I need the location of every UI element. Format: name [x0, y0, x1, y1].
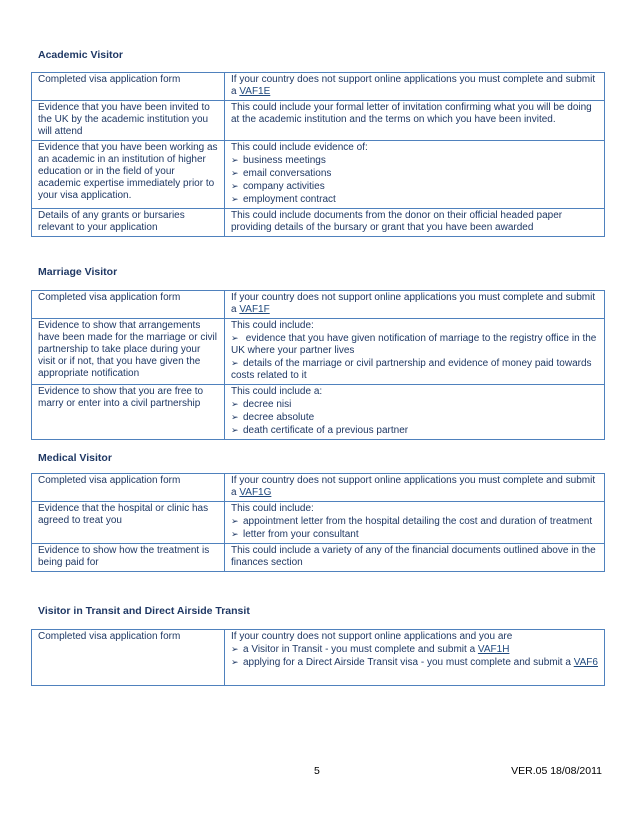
transit-visitor-table [31, 629, 605, 686]
table-row [32, 544, 605, 572]
details-text: If your country does not support online applications you must complete and submit a [231, 292, 596, 315]
arrow-bullet-icon: ➢ [231, 358, 239, 368]
details-intro: This could include a: [231, 386, 323, 397]
table-row [32, 209, 605, 237]
details-cell [225, 630, 605, 686]
details-intro: If your country does not support online applications and you are [231, 631, 513, 642]
details-cell [225, 141, 605, 209]
arrow-bullet-icon: ➢ [231, 412, 239, 422]
requirement-cell: Completed visa application form [32, 291, 225, 319]
list-item: ➢ decree nisi [231, 399, 292, 410]
vaf1f-link[interactable]: VAF1F [239, 304, 270, 315]
details-cell [225, 291, 605, 319]
table-row [32, 291, 605, 319]
list-item: ➢ company activities [231, 181, 325, 192]
requirement-cell: Details of any grants or bursaries relevant to your application [32, 209, 225, 237]
details-cell [225, 474, 605, 502]
details-cell [225, 502, 605, 544]
vaf1g-link[interactable]: VAF1G [239, 487, 272, 498]
list-item: ➢ letter from your consultant [231, 529, 359, 540]
details-cell: This could include a variety of any of the financial documents outlined above in the finances section [225, 544, 605, 572]
vaf1e-link[interactable]: VAF1E [239, 86, 271, 97]
list-item: ➢ email conversations [231, 168, 332, 179]
academic-visitor-table [31, 72, 605, 237]
list-item: ➢ details of the marriage or civil partnership and evidence of money paid towards costs related to it [231, 358, 592, 381]
arrow-bullet-icon: ➢ [231, 516, 239, 526]
table-row [32, 141, 605, 209]
table-row [32, 319, 605, 385]
requirement-cell: Evidence that you have been working as an academic in an institution of higher education or in the field of your academic expertise immediately prior to your visa application. [32, 141, 225, 209]
academic-visitor-heading: Academic Visitor [38, 49, 124, 61]
list-item: ➢ evidence that you have given notification of marriage to the registry office in the UK where your partner lives [231, 333, 597, 356]
arrow-bullet-icon: ➢ [231, 181, 239, 191]
requirement-cell: Completed visa application form [32, 630, 225, 686]
table-row [32, 630, 605, 686]
details-cell: This could include documents from the donor on their official headed paper providing details of the bursary or grant that you have been awarded [225, 209, 605, 237]
details-text: If your country does not support online applications you must complete and submit a [231, 475, 596, 498]
list-item: ➢ business meetings [231, 155, 326, 166]
details-intro: This could include evidence of: [231, 142, 368, 153]
table-row [32, 73, 605, 101]
arrow-bullet-icon: ➢ [231, 399, 239, 409]
requirement-cell: Completed visa application form [32, 474, 225, 502]
arrow-bullet-icon: ➢ [231, 155, 239, 165]
arrow-bullet-icon: ➢ [231, 168, 239, 178]
list-item: ➢ employment contract [231, 194, 336, 205]
arrow-bullet-icon: ➢ [231, 657, 239, 667]
vaf1h-link[interactable]: VAF1H [477, 644, 510, 655]
list-item: ➢ appointment letter from the hospital detailing the cost and duration of treatment [231, 516, 593, 527]
list-item: ➢ death certificate of a previous partner [231, 425, 409, 436]
details-cell [225, 385, 605, 440]
medical-visitor-table [31, 473, 605, 572]
arrow-bullet-icon: ➢ [231, 333, 239, 343]
arrow-bullet-icon: ➢ [231, 644, 239, 654]
requirement-cell: Evidence to show how the treatment is being paid for [32, 544, 225, 572]
details-cell [225, 73, 605, 101]
details-intro: This could include: [231, 503, 314, 514]
list-item: ➢ applying for a Direct Airside Transit visa - you must complete and submit a VAF6 [231, 657, 598, 668]
vaf6-link[interactable]: VAF6 [573, 657, 598, 668]
arrow-bullet-icon: ➢ [231, 194, 239, 204]
table-row [32, 385, 605, 440]
marriage-visitor-table [31, 290, 605, 440]
details-cell [225, 319, 605, 385]
list-item: ➢ a Visitor in Transit - you must complete and submit a VAF1H [231, 644, 510, 655]
requirement-cell: Evidence that the hospital or clinic has agreed to treat you [32, 502, 225, 544]
transit-visitor-heading: Visitor in Transit and Direct Airside Transit [38, 605, 250, 617]
table-row [32, 474, 605, 502]
arrow-bullet-icon: ➢ [231, 425, 239, 435]
requirement-cell: Evidence to show that arrangements have been made for the marriage or civil partnership to take place during your visit or if not, that you have given the appropriate notification [32, 319, 225, 385]
details-intro: This could include: [231, 320, 314, 331]
requirement-cell: Evidence that you have been invited to the UK by the academic institution you will attend [32, 101, 225, 141]
list-item: ➢ decree absolute [231, 412, 315, 423]
page-number: 5 [314, 765, 320, 777]
details-cell: This could include your formal letter of invitation confirming what you will be doing at the academic institution and the terms on which you have been invited. [225, 101, 605, 141]
table-row [32, 502, 605, 544]
details-text: If your country does not support online applications you must complete and submit a [231, 74, 596, 97]
requirement-cell: Completed visa application form [32, 73, 225, 101]
medical-visitor-heading: Medical Visitor [38, 452, 112, 464]
marriage-visitor-heading: Marriage Visitor [38, 266, 118, 278]
version-label: VER.05 18/08/2011 [511, 765, 602, 777]
requirement-cell: Evidence to show that you are free to marry or enter into a civil partnership [32, 385, 225, 440]
arrow-bullet-icon: ➢ [231, 529, 239, 539]
table-row [32, 101, 605, 141]
